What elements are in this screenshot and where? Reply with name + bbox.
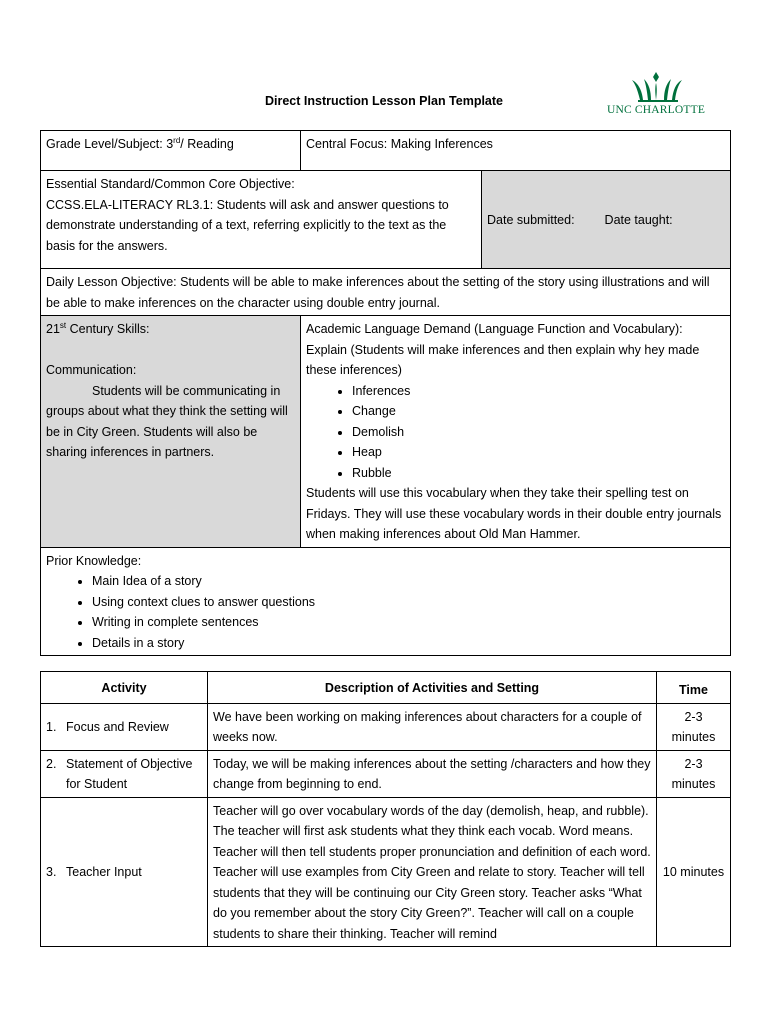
academic-language-explain: Explain (Students will make inferences and then explain why hey made these inferences) [306, 342, 700, 377]
academic-language-heading: Academic Language Demand (Language Function and Vocabulary): [306, 322, 683, 336]
table-row [41, 750, 731, 797]
activity-cell: 3. Teacher Input [41, 797, 208, 947]
activities-table [40, 671, 731, 947]
time-cell: 10 minutes [657, 797, 731, 947]
time-header: Time [657, 672, 731, 704]
dates-cell [482, 171, 731, 269]
list-item: • Change [352, 401, 725, 422]
unc-charlotte-logo [604, 70, 708, 120]
date-taught-label: Date taught: [604, 212, 673, 227]
logo-text: UNC CHARLOTTE [606, 104, 706, 116]
academic-language-cell [301, 316, 731, 548]
list-item: • Demolish [352, 422, 725, 443]
standard-cell [41, 171, 482, 269]
activity-cell: 2. Statement of Objective for Student [41, 750, 208, 797]
list-item: • Writing in complete sentences [92, 612, 725, 633]
prior-knowledge-heading: Prior Knowledge: [46, 553, 142, 568]
daily-objective-cell: Daily Lesson Objective: Students will be able to make inferences about the setting of the story using illustrations and will be able to make inferences on the character using double entry journal. [41, 269, 731, 316]
central-focus-cell: Central Focus: Making Inferences [301, 131, 731, 171]
activity-header: Activity [41, 672, 208, 704]
activity-cell: 1. Focus and Review [41, 703, 208, 750]
skills-heading: 21st Century Skills: [46, 320, 150, 336]
time-cell: 2-3 minutes [657, 703, 731, 750]
vocab-list [306, 381, 725, 484]
list-item: • Details in a story [92, 633, 725, 654]
description-header: Description of Activities and Setting [208, 672, 657, 704]
list-item: • Inferences [352, 381, 725, 402]
time-cell: 2-3 minutes [657, 750, 731, 797]
prior-knowledge-cell [41, 547, 731, 656]
prior-knowledge-list [46, 571, 725, 653]
description-cell: Teacher will go over vocabulary words of the day (demolish, heap, and rubble). The teacher will first ask students what they think each vocab. Word means. Teacher will then tell students proper pronunciation and definition of each word. Teacher will use examples from City Green and relate to story. Teacher will tell students that they will be continuing our City Green story. Teacher asks “What do you remember about the story City Green?”. Teacher will call on a couple students to share their thinking. Teacher will remind [208, 797, 657, 947]
description-cell: We have been working on making inferences about characters for a couple of weeks now. [208, 703, 657, 750]
table-row [41, 797, 731, 947]
standard-heading: Essential Standard/Common Core Objective: [46, 177, 295, 191]
crown-icon [604, 70, 708, 104]
communication-text: Students will be communicating in groups about what they think the setting will be in City Green. Students will also be sharing inferences in partners. [46, 383, 288, 459]
list-item: • Main Idea of a story [92, 571, 725, 592]
list-item: • Using context clues to answer questions [92, 592, 725, 613]
grade-level-cell: Grade Level/Subject: 3rd/ Reading [41, 131, 301, 171]
skills-cell [41, 316, 301, 548]
academic-language-note: Students will use this vocabulary when they take their spelling test on Fridays. They will use these vocabulary words in their double entry journals when making inferences about Old Man Hammer. [306, 486, 722, 541]
document-title: Direct Instruction Lesson Plan Template [264, 94, 503, 108]
list-item: • Heap [352, 442, 725, 463]
table-row [41, 703, 731, 750]
description-cell: Today, we will be making inferences about the setting /characters and how they change from beginning to end. [208, 750, 657, 797]
lesson-plan-table [40, 130, 731, 656]
standard-text: CCSS.ELA-LITERACY RL3.1: Students will ask and answer questions to demonstrate understanding of a text, referring explicitly to the text as the basis for the answers. [46, 197, 449, 253]
communication-heading: Communication: [46, 363, 137, 377]
list-item: • Rubble [352, 463, 725, 484]
date-submitted-label: Date submitted: [487, 212, 575, 227]
